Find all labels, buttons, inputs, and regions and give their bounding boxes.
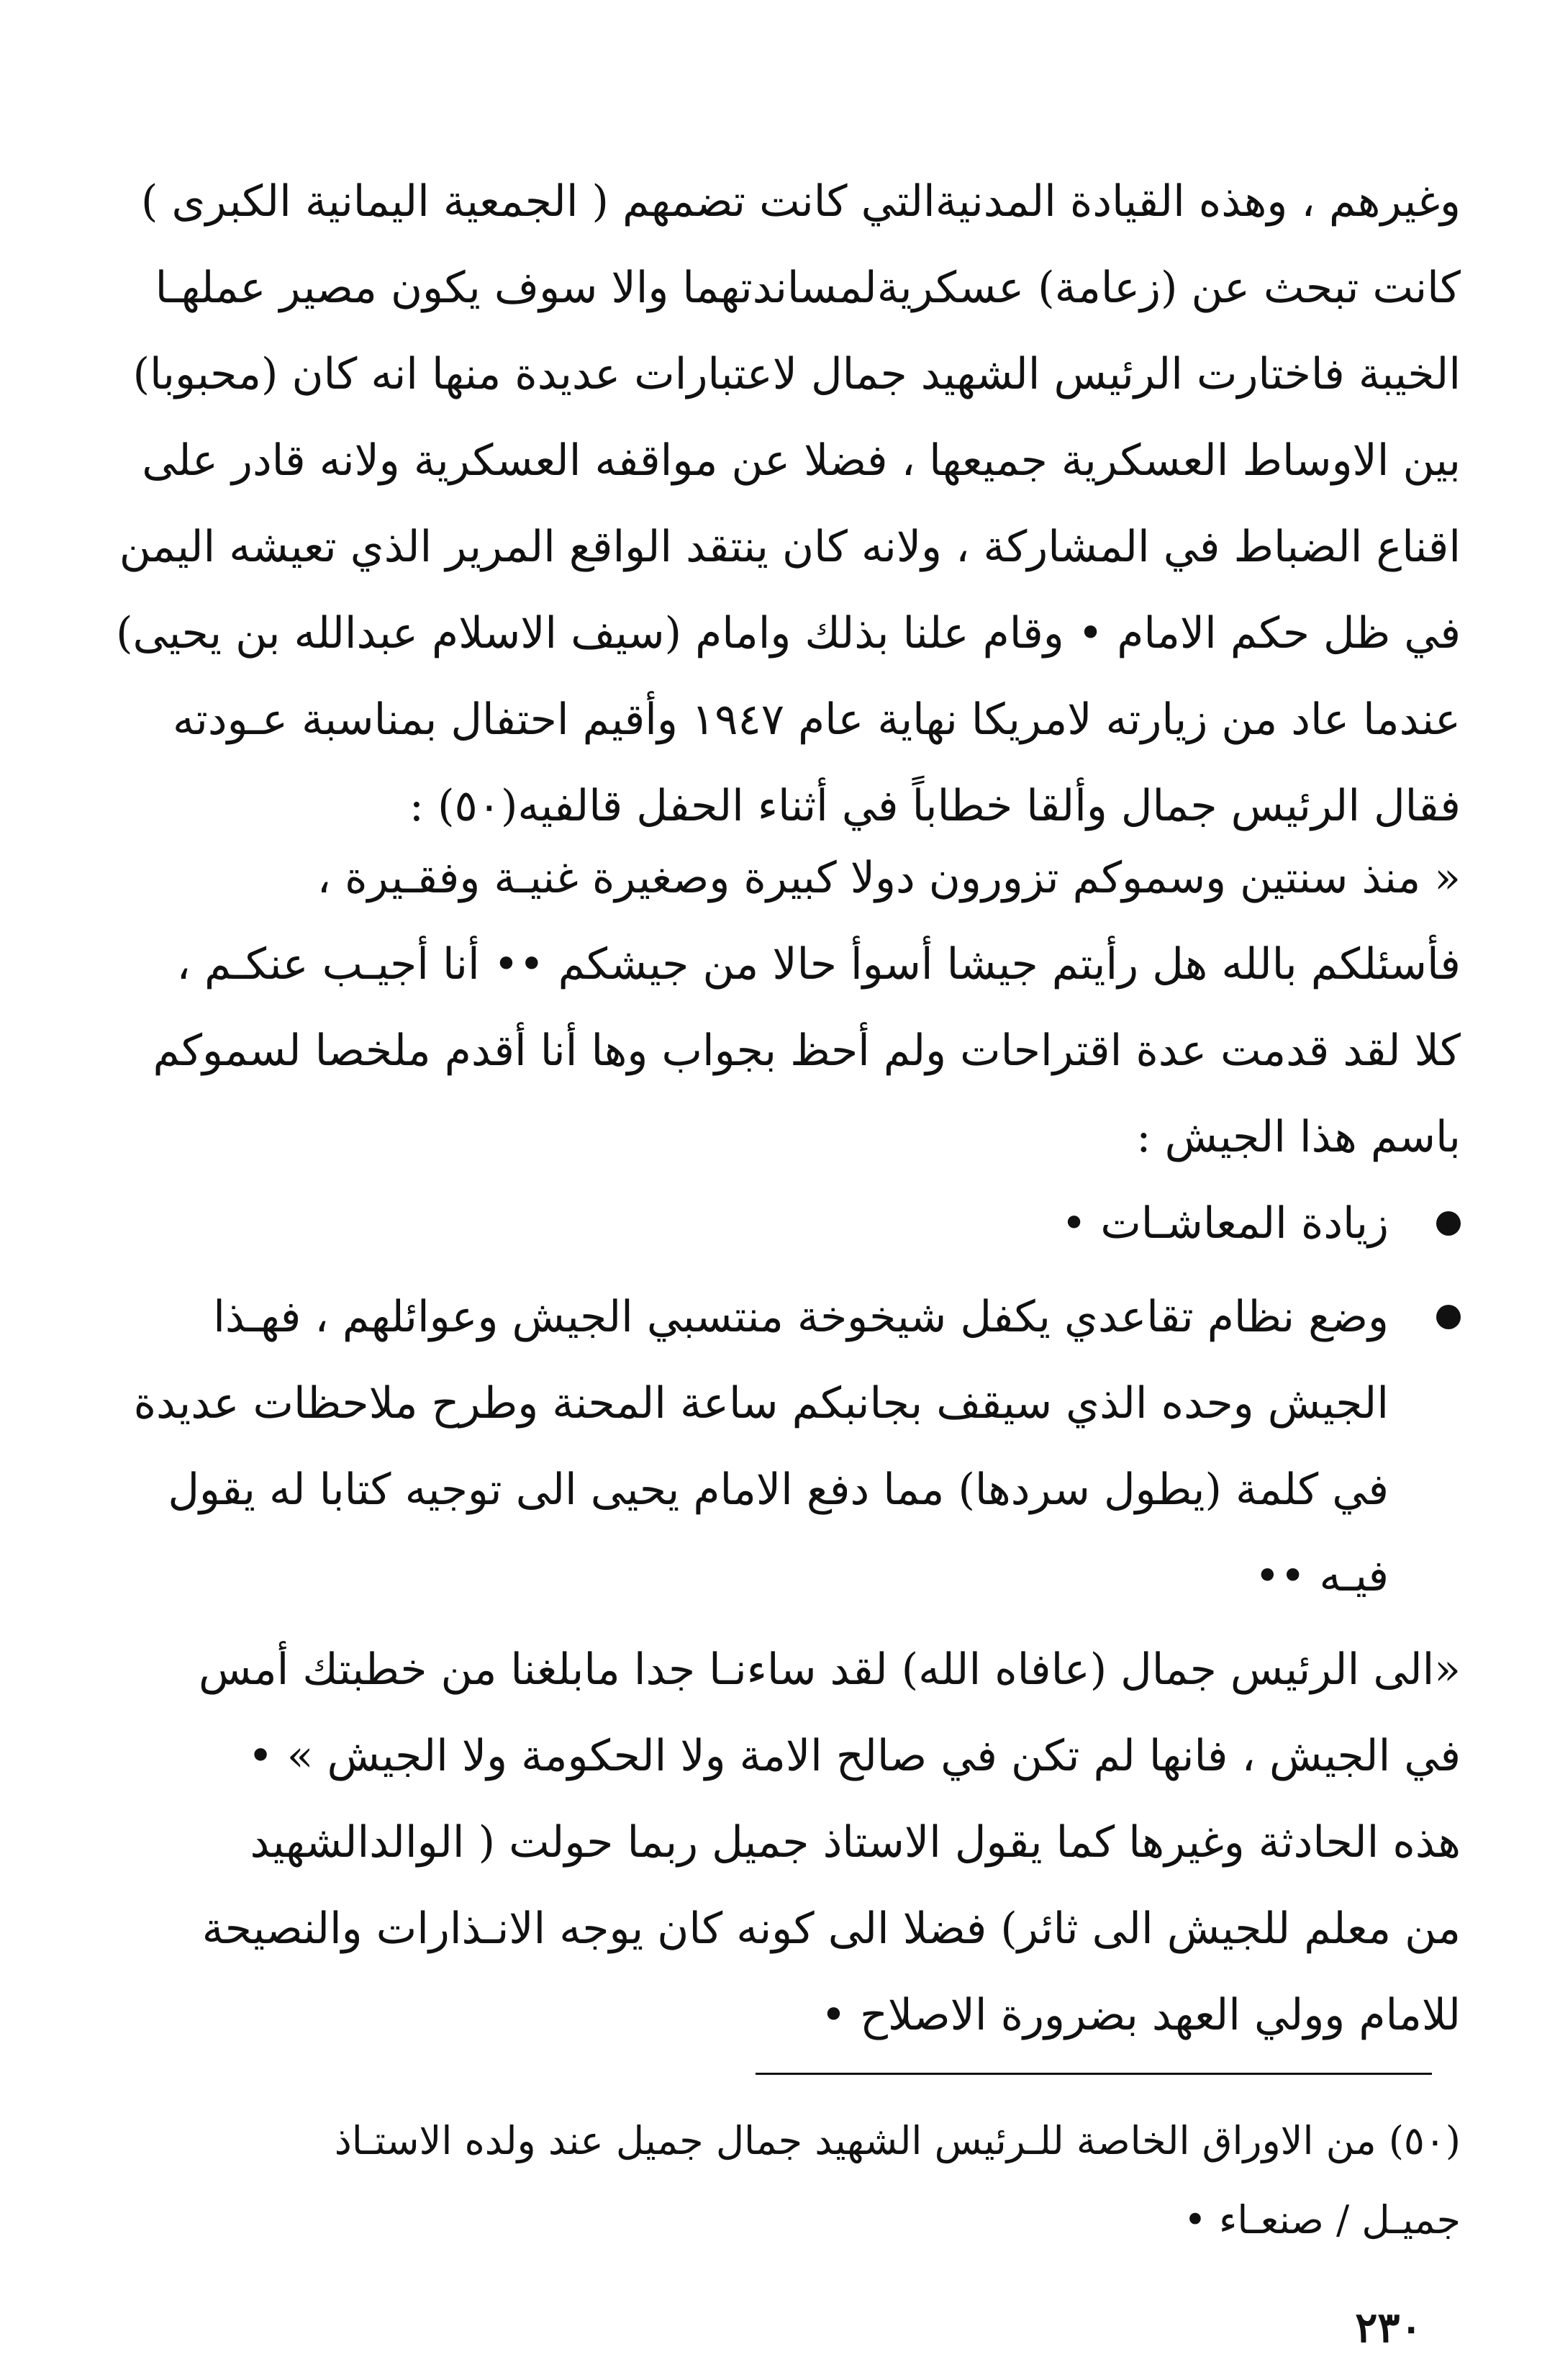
text-line: وغيرهم ، وهذه القيادة المدنيةالتي كانت تضمهم ( الجمعية اليمانية الكبرى ) — [141, 176, 1461, 227]
text-line: باسم هذا الجيش : — [1136, 1112, 1461, 1162]
paragraph-2 — [108, 1799, 1461, 2058]
footnote-line: (٥٠) من الاوراق الخاصة للـرئيس الشهيد جمال جميل عند ولده الاستـاذ — [334, 2118, 1461, 2163]
footnote-line: جميـل / صنعـاء • — [1183, 2197, 1461, 2243]
text-line: وضع نظام تقاعدي يكفل شيخوخة منتسبي الجيش وعوائلهم ، فهـذا — [213, 1292, 1389, 1342]
bullet-item — [108, 1180, 1461, 1267]
bullet-text — [108, 1180, 1389, 1267]
text-line: عندما عاد من زيارته لامريكا نهاية عام ١٩٤٧ وأقيم احتفال بمناسبة عـودته — [173, 694, 1461, 745]
bullet-item — [108, 1274, 1461, 1619]
text-line: كلا لقد قدمت عدة اقتراحات ولم أحظ بجواب وها أنا أقدم ملخصا لسموكم — [153, 1026, 1461, 1076]
text-line: «الى الرئيس جمال (عافاه الله) لقد ساءنـا جدا مابلغنا من خطبتك أمس — [199, 1644, 1461, 1695]
text-line: فقال الرئيس جمال وألقا خطاباً في أثناء الحفل قالفيه(٥٠) : — [409, 781, 1461, 831]
footnote-divider — [756, 2073, 1432, 2075]
text-line: هذه الحادثة وغيرها كما يقول الاستاذ جميل ربما حولت ( الوالدالشهيد — [250, 1817, 1461, 1868]
text-line: في الجيش ، فانها لم تكن في صالح الامة ولا الحكومة ولا الجيش » • — [248, 1731, 1461, 1781]
text-line: في ظل حكم الامام • وقام علنا بذلك وامام (سيف الاسلام عبدالله بن يحيى) — [116, 608, 1461, 659]
paragraph-1 — [108, 158, 1461, 849]
text-line: « منذ سنتين وسموكم تزورون دولا كبيرة وصغيرة غنيـة وفقـيرة ، — [317, 853, 1461, 903]
text-line: الجيش وحده الذي سيقف بجانبكم ساعة المحنة وطرح ملاحظات عديدة — [133, 1378, 1389, 1429]
quote-2 — [108, 1626, 1461, 1799]
bullet-icon — [1436, 1305, 1461, 1329]
page-number: ٢٣٠ — [1355, 2303, 1423, 2352]
text-line: للامام وولي العهد بضرورة الاصلاح • — [820, 1990, 1461, 2040]
text-line: اقناع الضباط في المشاركة ، ولانه كان ينتقد الواقع المرير الذي تعيشه اليمن — [119, 522, 1461, 572]
bullet-icon — [1436, 1211, 1461, 1236]
text-line: كانت تبحث عن (زعامة) عسكريةلمساندتهما والا سوف يكون مصير عملهـا — [155, 263, 1461, 313]
text-line: الخيبة فاختارت الرئيس الشهيد جمال لاعتبارات عديدة منها انه كان (محبوبا) — [132, 349, 1461, 399]
footnote — [108, 2101, 1461, 2260]
text-line: من معلم للجيش الى ثائر) فضلا الى كونه كان يوجه الانـذارات والنصيحة — [201, 1904, 1461, 1954]
quote-1 — [108, 835, 1461, 1180]
bullet-text — [108, 1274, 1389, 1619]
text-line: في كلمة (يطول سردها) مما دفع الامام يحيى الى توجيه كتابا له يقول — [168, 1465, 1389, 1515]
text-line: فأسئلكم بالله هل رأيتم جيشا أسوأ حالا من جيشكم •• أنا أجيـب عنكـم ، — [176, 939, 1461, 990]
text-line: بين الاوساط العسكرية جميعها ، فضلا عن مواقفه العسكرية ولانه قادر على — [142, 435, 1461, 486]
text-line: فيـه •• — [1254, 1551, 1389, 1601]
text-line: زيادة المعاشـات • — [1061, 1198, 1389, 1249]
